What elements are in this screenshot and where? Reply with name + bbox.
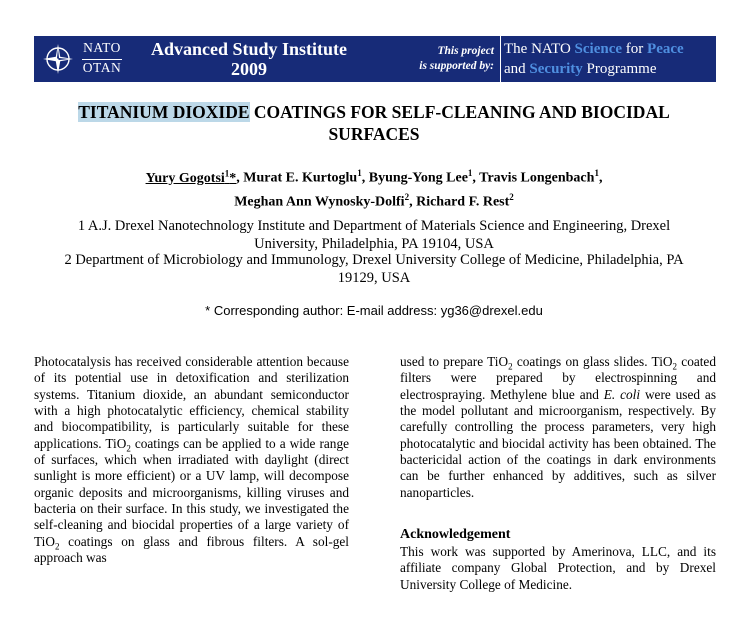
programme-text: and [504,61,530,77]
paper-title [40,101,708,145]
affiliation-sup: 2 [404,191,410,202]
programme-text: Programme [582,61,657,77]
abstract-text: coatings can be applied to a wide range of surfaces, which when irradiated with daylight (direct sunlight is more efficient) or a UV lamp, will decompose organic deposits and microorganisms, killing viruses and bacteria on their surface. In this study, we investigated the self-cleaning and biocidal properties of a large variety of TiO [34,435,349,549]
affiliation-sup: 1 [467,168,473,178]
affiliation-line: 19129, USA [337,270,411,286]
authors-line-1 [40,164,708,188]
sps-programme [504,39,714,79]
programme-line-2 [504,59,714,79]
subscript: 2 [54,541,60,552]
affiliation-sup: 1 [357,168,362,178]
otan-label: OTAN [82,60,122,75]
acknowledgement-heading: Acknowledgement [400,527,511,542]
abstract-paragraph [34,354,349,566]
selected-text[interactable]: TITANIUM DIOXIDE [78,102,250,122]
abstract-paragraph [400,354,716,501]
affiliation-line: University, Philadelphia, PA 19104, USA [254,236,494,252]
abstract-text: Photocatalysis has received considerable attention because of its potential use in detoxification and sterilization systems. Titanium dioxide, an abundant semiconductor with a high photocatalytic efficiency, chemical stability and biocompatibility, is particularly suitable for these applications. TiO [34,354,349,451]
science-word: Science [574,41,623,57]
corresponding-mark: * [229,170,237,186]
programme-text: for [622,41,648,57]
author-name: Meghan Ann Wynosky-Dolfi [234,194,405,210]
affiliation-sup: 1 [594,168,599,178]
asi-line-1: Advanced Study Institute [150,39,348,59]
abstract-left-column [34,354,349,566]
programme-line-1 [504,39,714,59]
affiliation-line: 1 A.J. Drexel Nanotechnology Institute and Department of Materials Science and Engineering, Drexel [77,218,671,234]
abstract-text: coatings on glass slides. TiO [512,354,673,369]
peace-word: Peace [647,41,684,57]
abstract-right-column [400,354,716,501]
abstract-text: were used as the model pollutant and microorganism, respectively. By carefully controlling the process parameters, very high photocatalytic and biocidal activity has been obtained. The bactericidal action of the coatings in dark environments can be further enhanced by additives, such as silver nanoparticles. [400,386,716,500]
author-separator: , [598,170,603,186]
affiliation-2 [40,251,708,287]
affiliation-line: 2 Department of Microbiology and Immunology, Drexel University College of Medicine, Philadelphia, PA [64,252,684,268]
organism-name: E. coli [603,386,641,402]
title-text: COATINGS FOR SELF-CLEANING AND BIOCIDAL [249,102,670,122]
author-list [40,164,708,211]
nato-banner [34,36,716,82]
author-name: , Richard F. Rest [409,194,510,210]
title-line-2: SURFACES [328,124,420,144]
supported-by-note [390,44,494,74]
author-name: , Murat E. Kurtoglu [236,170,358,186]
authors-line-2 [40,188,708,212]
author-name: , Byung-Yong Lee [361,170,468,186]
abstract-text: used to prepare TiO [400,354,509,369]
asi-title [128,39,370,79]
nato-compass-star-icon [42,43,74,75]
author-name: , Travis Longenbach [472,170,595,186]
supported-line-1: This project [437,45,494,57]
corresponding-author-email: * Corresponding author: E-mail address: yg36@drexel.edu [205,303,543,318]
acknowledgement-text: This work was supported by Amerinova, LLC, and its affiliate company Global Protection, and by Drexel University College of Medicine. [400,544,716,592]
abstract-text: coatings on glass and fibrous filters. A sol-gel approach was [34,533,349,566]
corresponding-author [145,168,237,186]
banner-divider [500,36,501,82]
programme-text: The NATO [504,41,575,57]
affiliation-1 [40,217,708,253]
security-word: Security [529,61,583,77]
affiliation-sup: 2 [509,191,514,202]
subscript: 2 [672,361,678,372]
asi-year: 2009 [231,59,267,79]
supported-line-2: is supported by: [419,60,494,72]
title-line-1 [40,101,708,123]
abstract-text: coated filters were prepared by electrospinning and electrospraying. Methylene blue and [400,354,716,402]
subscript: 2 [126,443,131,454]
nato-label: NATO [83,40,121,55]
author-name: Yury Gogotsi [145,170,225,186]
affiliation-sup: 1 [224,168,230,178]
subscript: 2 [508,361,513,372]
